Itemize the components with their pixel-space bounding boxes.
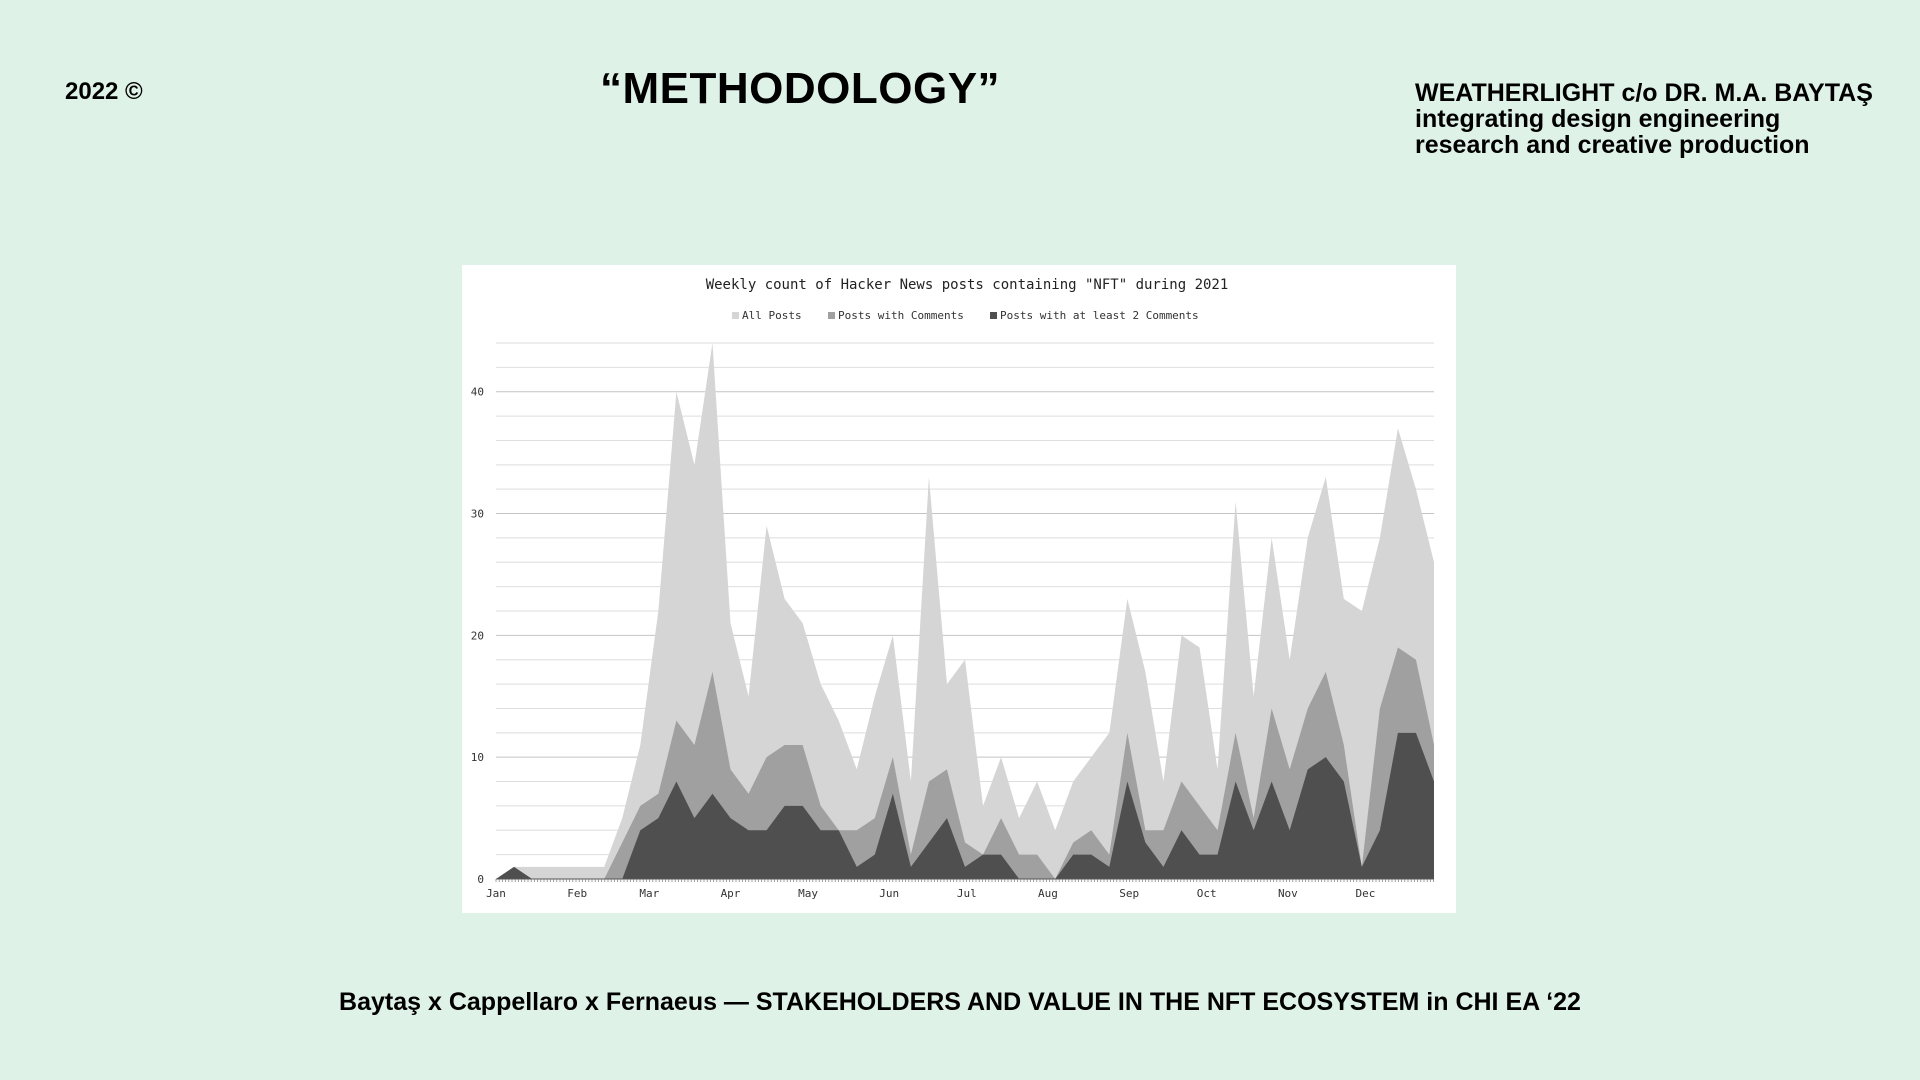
author-line-1: WEATHERLIGHT c/o DR. M.A. BAYTAŞ	[1415, 79, 1873, 107]
x-tick-label: Feb	[567, 887, 588, 900]
legend-label: Posts with Comments	[838, 309, 964, 322]
y-tick-label: 20	[470, 629, 484, 643]
x-tick-label: Oct	[1196, 887, 1217, 900]
legend-swatch	[828, 312, 835, 319]
year-label: 2022 ©	[65, 78, 143, 105]
chart-card	[462, 265, 1456, 913]
chart-axes	[486, 879, 1434, 900]
x-tick-label: Jul	[956, 887, 977, 900]
legend-swatch	[990, 312, 997, 319]
footer-citation: Baytaş x Cappellaro x Fernaeus — STAKEHOLDERS AND VALUE IN THE NFT ECOSYSTEM in CHI EA ‘22	[339, 988, 1581, 1016]
y-tick-label: 40	[470, 385, 484, 399]
x-tick-label: Jan	[486, 887, 506, 900]
author-block	[1415, 80, 1873, 158]
x-tick-label: Dec	[1355, 887, 1376, 900]
author-line-3: research and creative production	[1415, 131, 1810, 159]
x-tick-label: Aug	[1038, 887, 1058, 900]
author-line-2: integrating design engineering	[1415, 105, 1781, 133]
x-tick-label: Nov	[1277, 887, 1298, 900]
x-tick-label: Apr	[720, 887, 741, 900]
legend-label: All Posts	[742, 309, 802, 322]
y-tick-label: 10	[470, 751, 484, 765]
y-tick-label: 30	[470, 507, 484, 521]
legend-label: Posts with at least 2 Comments	[1000, 309, 1199, 322]
y-tick-label: 0	[477, 873, 484, 886]
chart-legend	[732, 309, 1199, 322]
area-chart	[462, 265, 1456, 913]
x-tick-label: Sep	[1119, 887, 1140, 900]
x-tick-label: May	[798, 887, 819, 900]
legend-swatch	[732, 312, 739, 319]
chart-title: Weekly count of Hacker News posts containing "NFT" during 2021	[705, 277, 1229, 293]
page-title: “METHODOLOGY”	[600, 64, 1001, 113]
x-tick-label: Jun	[879, 887, 900, 900]
x-tick-label: Mar	[639, 887, 660, 900]
